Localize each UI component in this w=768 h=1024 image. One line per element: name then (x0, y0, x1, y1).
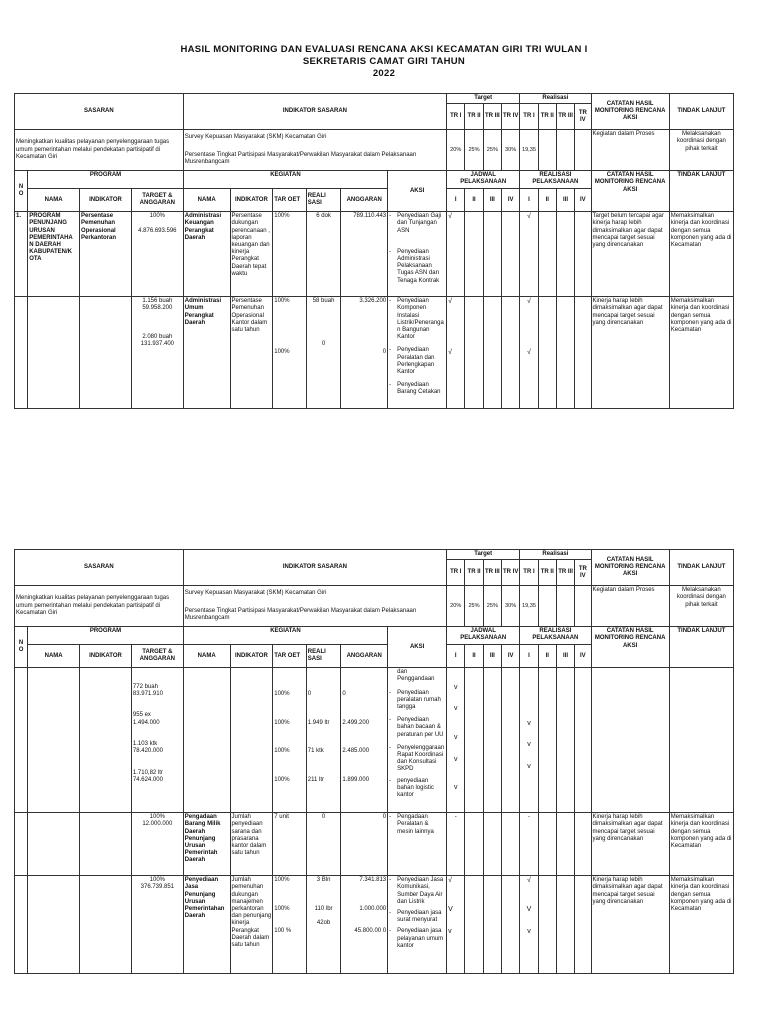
catatan-text: Kegiatan dalam Proses (591, 130, 669, 171)
col-keg-anggaran: ANGGARAN (341, 189, 388, 212)
col-sasaran: SASARAN (15, 550, 184, 586)
table-row: 772 buah 83.971.910 955 ex 1.494.000 1.103 ktk 78.420.000 1.710,82 ltr 74.624.000 100% 100% 100% 100% 0 1.949 ltr 71 ktk 211 ltr 0 2.499.200 2.485.000 1.899.000 dan Penggandaan - Penyediaan peralatan rumah tangga - Penyediaan bahan bacaan & peraturan per UU - Penyelenggaraan Rapat Koordinasi dan Konsultasi SKPD - penyediaan bahan logistic kantor v v v v v v v v (15, 668, 734, 813)
row-number: 1. (15, 212, 28, 297)
realisasi-iv: IV (575, 189, 591, 212)
col-jadwal: JADWAL PELAKSANAAN (447, 627, 520, 645)
col-kegiatan: KEGIATAN (183, 627, 387, 645)
catatan-cell: Kinerja harap lebih dimaksimalkan agar dapat mencapai target sesuai yang direncanakan (591, 876, 669, 974)
tindak-cell: Memaksimalkan kinerja dan koordinasi dengan semua komponen yang ada di Kecamatan (669, 297, 733, 409)
list-item: - Penyediaan jasa pelayanan umum kantor (389, 928, 444, 949)
target-val-4: 30% (501, 130, 519, 171)
list-item: - Penyediaan Jasa Komunikasi, Sumber Daya Air dan Listrik (389, 877, 444, 905)
realisasi-ii: II (538, 645, 556, 668)
report-title-line3: 2022 (372, 68, 396, 79)
catatan-cell: Kinerja harap lebih dimaksimalkan agar dapat mencapai target sesuai yang direncanakan (591, 297, 669, 409)
target-val-2: 25% (465, 130, 483, 171)
list-item: - Penyediaan peralatan rumah tangga (389, 689, 441, 711)
col-keg-realisasi: REALI SASI (306, 645, 341, 668)
table-row: 1.156 buah 59.958.200 2.080 buah 131.937.400 Administrasi Umum Perangkat Daerah Persentase Pemenuhan Operasional Kantor dalam satu tahun 100% 100% 58 buah 0 3.326.200 0 - Penyediaan Komponen Instalasi Listrik/Penerangan Bangunan Kantor - Penyediaan Peralatan dan Perlengkapan Kantor - Penyediaan Barang Cetakan √ √ √ √ Kinerja harap lebih dimaksimalkan agar dapat mencapai target sesuai yang direncanakan Memaksimalkan kinerja dan koordinasi dengan semua komponen yang ada di Kecamatan (15, 297, 734, 409)
target-tr1: TR I (447, 560, 465, 586)
col-keg-realisasi: REALI SASI (306, 189, 341, 212)
realisasi-tr1: TR I (520, 104, 538, 130)
target-tr4: TR IV (501, 104, 519, 130)
jadwal-iv: IV (501, 645, 519, 668)
col-realisasi: Realisasi (520, 550, 591, 560)
col-catatan: CATATAN HASIL MONITORING RENCANA AKSI (591, 94, 669, 130)
kegiatan-realisasi: 0 (306, 813, 341, 876)
realisasi-iii: III (556, 189, 574, 212)
col-keg-anggaran: ANGGARAN (341, 645, 388, 668)
col-keg-target: TAR OET (273, 645, 307, 668)
col-jadwal: JADWAL PELAKSANAAN (447, 171, 520, 189)
col-realisasi-pel: REALISASI PELAKSANAAN (520, 627, 591, 645)
col-program: PROGRAM (28, 627, 184, 645)
realisasi-tr1: TR I (520, 560, 538, 586)
col-prog-indikator: INDIKATOR (80, 189, 132, 212)
col-realisasi: Realisasi (520, 94, 591, 104)
aksi-list (388, 876, 447, 974)
col-aksi: AKSI (388, 171, 447, 212)
tindak-cell: Memaksimalkan kinerja dan koordinasi dengan semua komponen yang ada di Kecamatan (669, 212, 733, 297)
check-icon: v (453, 755, 458, 763)
target-amount: 1.156 buah (142, 298, 173, 305)
kegiatan-target: 100% (273, 212, 307, 297)
target-val-3: 25% (483, 130, 501, 171)
col-keg-indikator: INDIKATOR (230, 189, 273, 212)
check-icon: v (527, 719, 531, 727)
aksi-list (388, 212, 447, 297)
col-indikator-sasaran: INDIKATOR SASARAN (183, 94, 446, 130)
list-item: - Penyediaan Gaji dan Tunjangan ASN (389, 213, 442, 234)
col-keg-nama: NAMA (183, 189, 230, 212)
kegiatan-target: 7 unit (273, 813, 307, 876)
indikator-2: Persentase Tingkat Partisipasi Masyarakat/Perwakilan Masyarakat dalam Pelaksanaan Musrenbangcam (184, 151, 417, 165)
indikator-1: Survey Kepuasan Masyarakat (SKM) Kecamatan Giri (184, 134, 327, 141)
kegiatan-indikator: Persentase dukungan perencanaan , laporan keuangan dan kinerja Perangkat Daerah tepat waktu (230, 212, 273, 297)
check-icon: v (527, 927, 531, 935)
tindak-text: Melaksanakan koordinasi dengan pihak terkait (669, 586, 733, 627)
target-val-4: 30% (501, 586, 519, 627)
check-icon: v (453, 705, 458, 713)
program-indikator: Persentase Pemenuhan Operasional Perkantoran (80, 212, 132, 297)
col-catatan: CATATAN HASIL MONITORING RENCANA AKSI (591, 550, 669, 586)
check-icon: v (527, 762, 531, 770)
col-tindak-2: TINDAK LANJUT (669, 627, 733, 668)
realisasi-tr2: TR II (538, 560, 556, 586)
realisasi-tr4: TR IV (575, 104, 591, 130)
indikator-2: Persentase Tingkat Partisipasi Masyarakat/Perwakilan Masyarakat dalam Pelaksanaan Musrenbangcam (184, 607, 417, 621)
check-icon: √ (448, 877, 452, 885)
target-tr1: TR I (447, 104, 465, 130)
catatan-cell: Kinerja harap lebih dimaksimalkan agar dapat mencapai target sesuai yang direncanakan (591, 813, 669, 876)
realisasi-i: I (520, 189, 538, 212)
target-list: 772 buah 83.971.910 955 ex 1.494.000 1.103 ktk 78.420.000 1.710,82 ltr 74.624.000 (131, 668, 183, 813)
check-icon: √ (448, 348, 452, 356)
realisasi-iii: III (556, 645, 574, 668)
indikator-sasaran-text (183, 586, 446, 627)
col-prog-nama: NAMA (28, 645, 80, 668)
check-icon: v (453, 734, 458, 742)
col-indikator-sasaran: INDIKATOR SASARAN (183, 550, 446, 586)
realisasi-tr3: TR III (556, 560, 574, 586)
aksi-list (388, 813, 447, 876)
catatan-text: Kegiatan dalam Proses (591, 586, 669, 627)
target-budget: 131.937.400 (140, 341, 175, 348)
kegiatan-anggaran: 0 (341, 813, 388, 876)
jadwal-ii: II (465, 645, 483, 668)
col-no: N O (15, 627, 28, 668)
jadwal-iv: IV (501, 189, 519, 212)
target-tr2: TR II (465, 560, 483, 586)
tindak-cell: Memaksimalkan kinerja dan koordinasi dengan semua komponen yang ada di Kecamatan (669, 813, 733, 876)
program-name: PROGRAM PENUNJANG URUSAN PEMERINTAHA N DAERAH KABUPATEN/K OTA (28, 212, 80, 297)
list-item: - penyediaan bahan logistic kantor (389, 777, 434, 799)
kegiatan-name: Pengadaan Barang Milik Daerah Penunjang Urusan Pemerintah Daerah (183, 813, 230, 876)
list-item: - Pengadaan Peralatan & mesin lainnya (389, 814, 434, 835)
realisasi-val-1: 19,35 (520, 130, 538, 171)
check-icon: v (527, 741, 531, 749)
target-amount: 2.080 buah (142, 334, 173, 341)
target-tr3: TR III (483, 104, 501, 130)
list-item: - Penyediaan Komponen Instalasi Listrik/Penerangan Bangunan Kantor (389, 298, 444, 341)
list-item: - Penyediaan Peralatan dan Perlengkapan Kantor (389, 347, 435, 376)
target-tr4: TR IV (501, 560, 519, 586)
check-icon: V (448, 906, 453, 914)
col-realisasi-pel: REALISASI PELAKSANAAN (520, 171, 591, 189)
list-item: dan Penggandaan (397, 669, 435, 683)
check-icon: √ (520, 212, 538, 297)
target-budget: 59.958.200 (142, 305, 173, 312)
target-tr2: TR II (465, 104, 483, 130)
indikator-1: Survey Kepuasan Masyarakat (SKM) Kecamatan Giri (184, 590, 327, 597)
kegiatan-indikator: Jumlah pemenuhan dukungan manajemen perkantoran dan penunjang kinerja Perangkat Daerah dalam satu tahun (230, 876, 273, 974)
table-row: 100% 12.000.000 Pengadaan Barang Milik Daerah Penunjang Urusan Pemerintah Daerah Jumlah penyediaan sarana dan prasarana kantor dalam satu tahun 7 unit 0 0 - Pengadaan Peralatan & mesin lainnya - - Kinerja harap lebih dimaksimalkan agar dapat mencapai target sesuai yang direncanakan Memaksimalkan kinerja dan koordinasi dengan semua komponen yang ada di Kecamatan (15, 813, 734, 876)
realisasi-tr3: TR III (556, 104, 574, 130)
col-catatan-2: CATATAN HASIL MONITORING RENCANA AKSI (591, 627, 669, 668)
jadwal-i: I (447, 189, 465, 212)
check-icon: v (453, 683, 458, 691)
col-tindak-lanjut: TINDAK LANJUT (669, 94, 733, 130)
check-icon: v (448, 927, 452, 935)
col-target: Target (447, 94, 520, 104)
realisasi-ii: II (538, 189, 556, 212)
table-row: 100% 376.739.851 Penyediaan Jasa Penunjang Urusan Pemerintahan Daerah Jumlah pemenuhan dukungan manajemen perkantoran dan penunjang kinerja Perangkat Daerah dalam satu tahun 100% 100% 100 % 3 Bln 110 lbr 42ob 7.341.813 1.000.000 45.800.00 0 - Penyediaan Jasa Komunikasi, Sumber Daya Air dan Listrik - Penyediaan jasa surat menyurat - Penyediaan jasa pelayanan umum kantor √ V v √ V v Kinerja harap lebih dimaksimalkan agar dapat mencapai target sesuai yang direncanakan Memaksimalkan kinerja dan koordinasi dengan semua komponen yang ada di Kecamatan (15, 876, 734, 974)
target-val-2: 25% (465, 586, 483, 627)
list-item: - Penyediaan Administrasi Pelaksanaan Tugas ASN dan Tenaga Kontrak (389, 248, 440, 284)
check-icon: √ (527, 298, 531, 306)
kegiatan-indikator: Persentase Pemenuhan Operasional Kantor dalam satu tahun (230, 297, 273, 409)
jadwal-ii: II (465, 189, 483, 212)
monitoring-table-page1 (14, 93, 734, 409)
realisasi-tr4: TR IV (575, 560, 591, 586)
list-item: - Penyediaan jasa surat menyurat (389, 910, 442, 924)
report-title-line1: HASIL MONITORING DAN EVALUASI RENCANA AKSI KECAMATAN GIRI TRI WULAN I (180, 44, 588, 55)
aksi-list (388, 668, 447, 813)
col-prog-indikator: INDIKATOR (80, 645, 132, 668)
col-program: PROGRAM (28, 171, 184, 189)
col-tindak-lanjut: TINDAK LANJUT (669, 550, 733, 586)
jadwal-iii: III (483, 189, 501, 212)
jadwal-iii: III (483, 645, 501, 668)
realisasi-i: I (520, 645, 538, 668)
check-icon: V (526, 906, 532, 914)
monitoring-table-page2 (14, 549, 734, 974)
target-val-3: 25% (483, 586, 501, 627)
target-val-1: 20% (447, 586, 465, 627)
check-icon: √ (447, 212, 465, 297)
report-title-line2: SEKRETARIS CAMAT GIRI TAHUN (302, 56, 466, 67)
target-val-1: 20% (447, 130, 465, 171)
tindak-text: Melaksanakan koordinasi dengan pihak terkait (669, 130, 733, 171)
realisasi-iv: IV (575, 645, 591, 668)
check-icon: √ (527, 877, 531, 885)
col-keg-nama: NAMA (183, 645, 230, 668)
kegiatan-indikator: Jumlah penyediaan sarana dan prasarana kantor dalam satu tahun (230, 813, 273, 876)
col-keg-target: TAR OET (273, 189, 307, 212)
col-prog-target: TARGET & ANGGARAN (131, 189, 183, 212)
col-catatan-2: CATATAN HASIL MONITORING RENCANA AKSI (591, 171, 669, 212)
col-prog-target: TARGET & ANGGARAN (131, 645, 183, 668)
aksi-list (388, 297, 447, 409)
kegiatan-realisasi: 6 dok (306, 212, 341, 297)
col-aksi: AKSI (388, 627, 447, 668)
sasaran-text: Meningkatkan kualitas pelayanan penyelenggaraan tugas umum pemerintahan melalui pendekatan partisipatif di Kecamatan Giri (15, 130, 184, 171)
realisasi-val-1: 19,35 (520, 586, 538, 627)
kegiatan-anggaran: 789.110.443 (341, 212, 388, 297)
check-icon: √ (448, 298, 452, 306)
jadwal-i: I (447, 645, 465, 668)
list-item: - Penyediaan Barang Cetakan (389, 382, 441, 396)
col-kegiatan: KEGIATAN (183, 171, 387, 189)
program-target (131, 212, 183, 297)
program-target-pct: 100% (149, 213, 166, 220)
list-item: - Penyelenggaraan Rapat Koordinasi dan Konsultasi SKPD (389, 744, 445, 773)
program-anggaran: 4.876.693.596 (138, 227, 177, 234)
list-item: - Penyediaan bahan bacaan & peraturan per UU (389, 717, 444, 738)
kegiatan-name: Administrasi Umum Perangkat Daerah (183, 297, 230, 409)
col-keg-indikator: INDIKATOR (230, 645, 273, 668)
indikator-sasaran-text (183, 130, 446, 171)
sasaran-text: Meningkatkan kualitas pelayanan penyelenggaraan tugas umum pemerintahan melalui pendekatan partisipatif di Kecamatan Giri (15, 586, 184, 627)
col-prog-nama: NAMA (28, 189, 80, 212)
table-row (15, 212, 734, 297)
realisasi-tr2: TR II (538, 104, 556, 130)
col-sasaran: SASARAN (15, 94, 184, 130)
check-icon: v (453, 784, 458, 792)
col-tindak-2: TINDAK LANJUT (669, 171, 733, 212)
col-target: Target (447, 550, 520, 560)
check-icon: √ (527, 348, 531, 356)
col-no: N O (15, 171, 28, 212)
catatan-cell: Target belum tercapai agar kinerja harap lebih dimaksimalkan agar dapat mencapai target sesuai yang direncanakan (591, 212, 669, 297)
tindak-cell: Memaksimalkan kinerja dan koordinasi dengan semua komponen yang ada di Kecamatan (669, 876, 733, 974)
kegiatan-name: Penyediaan Jasa Penunjang Urusan Pemerintahan Daerah (183, 876, 230, 974)
kegiatan-name: Administrasi Keuangan Perangkat Daerah (183, 212, 230, 297)
target-tr3: TR III (483, 560, 501, 586)
